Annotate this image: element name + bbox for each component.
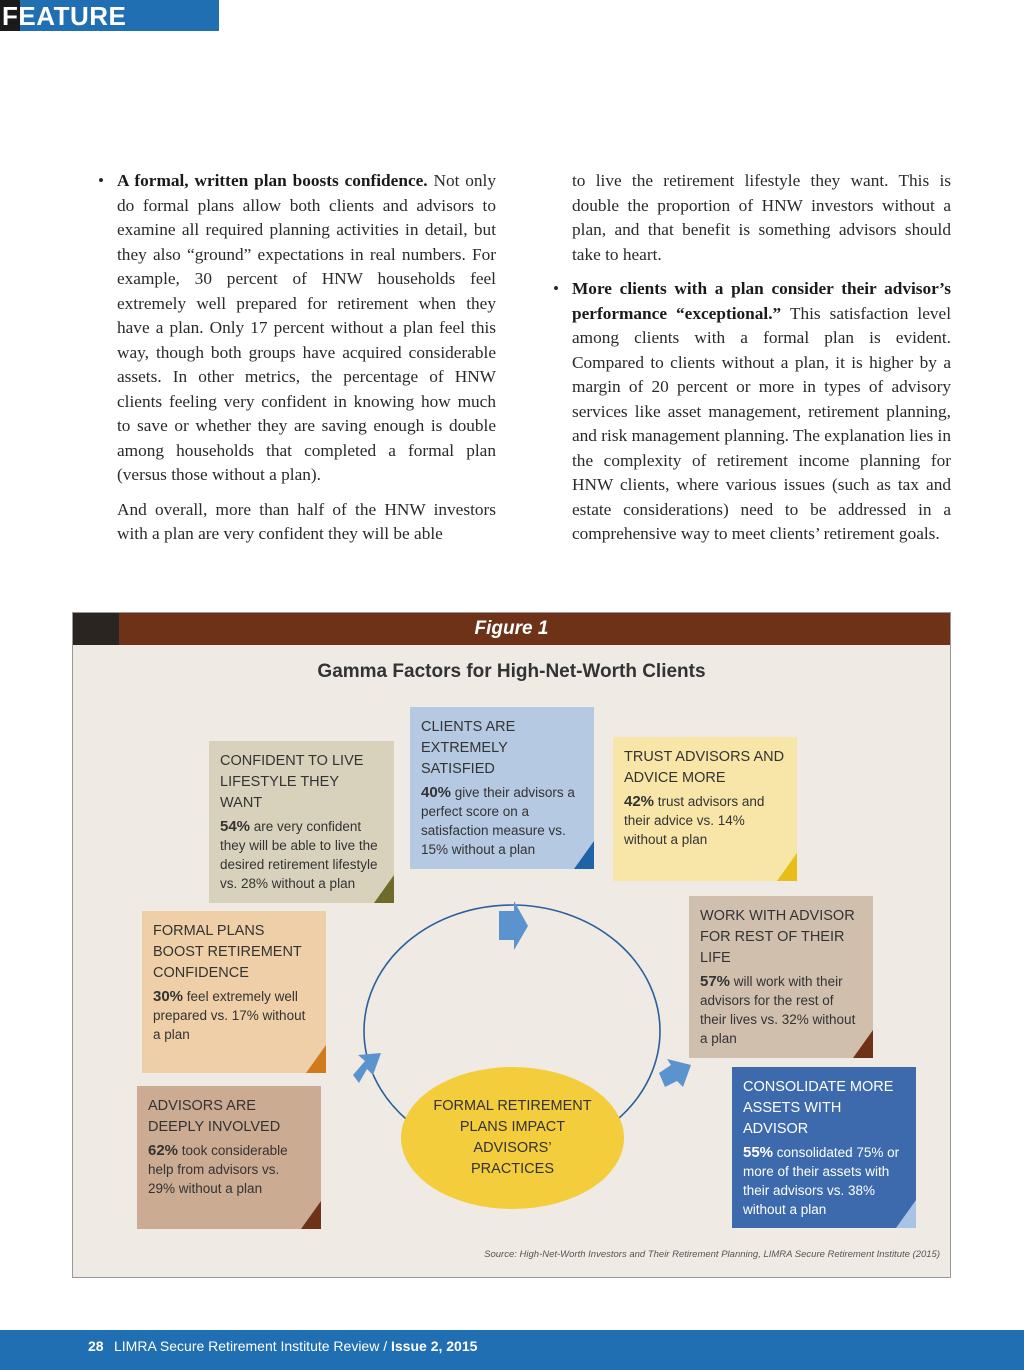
issue-label: Issue 2, 2015 (391, 1338, 478, 1354)
bullet-icon: • (553, 279, 560, 298)
figure-panel (72, 612, 951, 1278)
stat-heading: CLIENTS ARE EXTREMELY SATISFIED (421, 719, 516, 777)
page-fold-icon (896, 1200, 916, 1228)
stat-text: give their advisors a perfect score on a satisfaction measure vs. 15% without a plan (421, 785, 575, 857)
stat-text: are very confident they will be able to live the desired retirement lifestyle vs. 28% without a plan (220, 819, 378, 891)
stat-box-consolidate (732, 1067, 916, 1228)
stat-body (743, 1143, 905, 1219)
center-ellipse (401, 1067, 624, 1209)
figure-title: Gamma Factors for High-Net-Worth Clients (317, 661, 706, 682)
stat-text: will work with their advisors for the rest of their lives vs. 32% without a plan (700, 974, 856, 1046)
stat-body (148, 1141, 310, 1198)
stat-box-formal (142, 911, 326, 1073)
page-fold-icon (306, 1045, 326, 1073)
stat-box-trust (613, 737, 797, 881)
stat-box-satisfied (410, 707, 594, 869)
stat-text: feel extremely well prepared vs. 17% without a plan (153, 989, 306, 1042)
stat-body (700, 972, 862, 1048)
stat-heading: CONFIDENT TO LIVE LIFESTYLE THEY WANT (220, 753, 364, 811)
stat-percent: 55% (743, 1144, 774, 1161)
stat-percent: 40% (421, 784, 452, 801)
bullet-icon: • (98, 171, 105, 190)
page-number: 28 (88, 1338, 104, 1354)
arrow-icon-right (659, 1059, 691, 1087)
stat-percent: 42% (624, 793, 655, 810)
page-fold-icon (574, 841, 594, 869)
page-fold-icon (301, 1201, 321, 1229)
bullet-paragraph (98, 169, 496, 488)
stat-percent: 57% (700, 973, 731, 990)
stat-box-confident (209, 741, 394, 903)
section-label: FEATURE (2, 1, 127, 31)
page-fold-icon (374, 875, 394, 903)
stat-heading: WORK WITH ADVISOR FOR REST OF THEIR LIFE (700, 908, 855, 966)
stat-body (153, 987, 315, 1044)
stat-percent: 54% (220, 818, 251, 835)
figure-label: Figure 1 (474, 618, 549, 639)
left-column (98, 169, 496, 547)
bullet-text: Not only do formal plans allow both clients and advisors to examine all required planning activities in detail, but they also “ground” expectations in real numbers. For example, 30 percent of HNW households feel extremely well prepared for retirement when they have a plan. Only 17 percent without a plan feel this way, though both groups have acquired considerable assets. In other metrics, the percentage of HNW clients feeling very confident in knowing how much to save or whether they are saving enough is double among households that completed a formal plan (versus those without a plan). (117, 171, 496, 484)
center-label: FORMAL RETIREMENT PLANS IMPACT ADVISORS’ PRACTICES (433, 1098, 592, 1177)
right-column (553, 169, 951, 557)
body-paragraph: And overall, more than half of the HNW investors with a plan are very confident they will be able (117, 499, 496, 543)
stat-text: trust advisors and their advice vs. 14% without a plan (624, 794, 765, 847)
stat-body (220, 817, 383, 893)
stat-box-advisors (137, 1086, 321, 1229)
stat-percent: 30% (153, 988, 184, 1005)
stat-percent: 62% (148, 1142, 179, 1159)
arrow-icon-top (499, 901, 528, 950)
bullet-lead: More clients with a plan consider their advisor’s performance “exceptional.” (572, 279, 951, 323)
stat-box-work (689, 896, 873, 1058)
source-note: Source: High-Net-Worth Investors and Their Retirement Planning, LIMRA Secure Retirement Institute (2015) (484, 1249, 940, 1260)
publication-title: LIMRA Secure Retirement Institute Review / (114, 1338, 388, 1354)
stat-heading: TRUST ADVISORS AND ADVICE MORE (624, 749, 785, 786)
stat-text: consolidated 75% or more of their assets with their advisors vs. 38% without a plan (743, 1145, 900, 1217)
stat-text: took considerable help from advisors vs. 29% without a plan (148, 1143, 288, 1196)
page-fold-icon (853, 1030, 873, 1058)
stat-heading: CONSOLIDATE MORE ASSETS WITH ADVISOR (743, 1079, 894, 1137)
stat-heading: FORMAL PLANS BOOST RETIREMENT CONFIDENCE (153, 923, 302, 981)
page-fold-icon (777, 853, 797, 881)
publication-name (114, 1338, 477, 1354)
continued-paragraph: to live the retirement lifestyle they want. This is double the proportion of HNW investors without a plan, and that benefit is something advisors should take to heart. (572, 171, 951, 264)
bullet-paragraph (553, 277, 951, 547)
bullet-text: This satisfaction level among clients with a formal plan is evident. Compared to clients without a plan, it is higher by a margin of 20 percent or more in types of advisory services like asset management, retirement planning, and risk management planning. The explanation lies in the complexity of retirement income planning for HNW clients, where various issues (such as tax and estate considerations) need to be addressed in a comprehensive way to meet clients’ retirement goals. (572, 303, 951, 543)
page-footer (0, 1330, 1024, 1370)
stat-body (624, 792, 786, 849)
stat-body (421, 783, 583, 859)
stat-heading: ADVISORS ARE DEEPLY INVOLVED (148, 1098, 281, 1135)
feature-section-tab (0, 0, 219, 31)
arrow-icon-left (353, 1053, 381, 1083)
bullet-lead: A formal, written plan boosts confidence. (117, 171, 428, 190)
